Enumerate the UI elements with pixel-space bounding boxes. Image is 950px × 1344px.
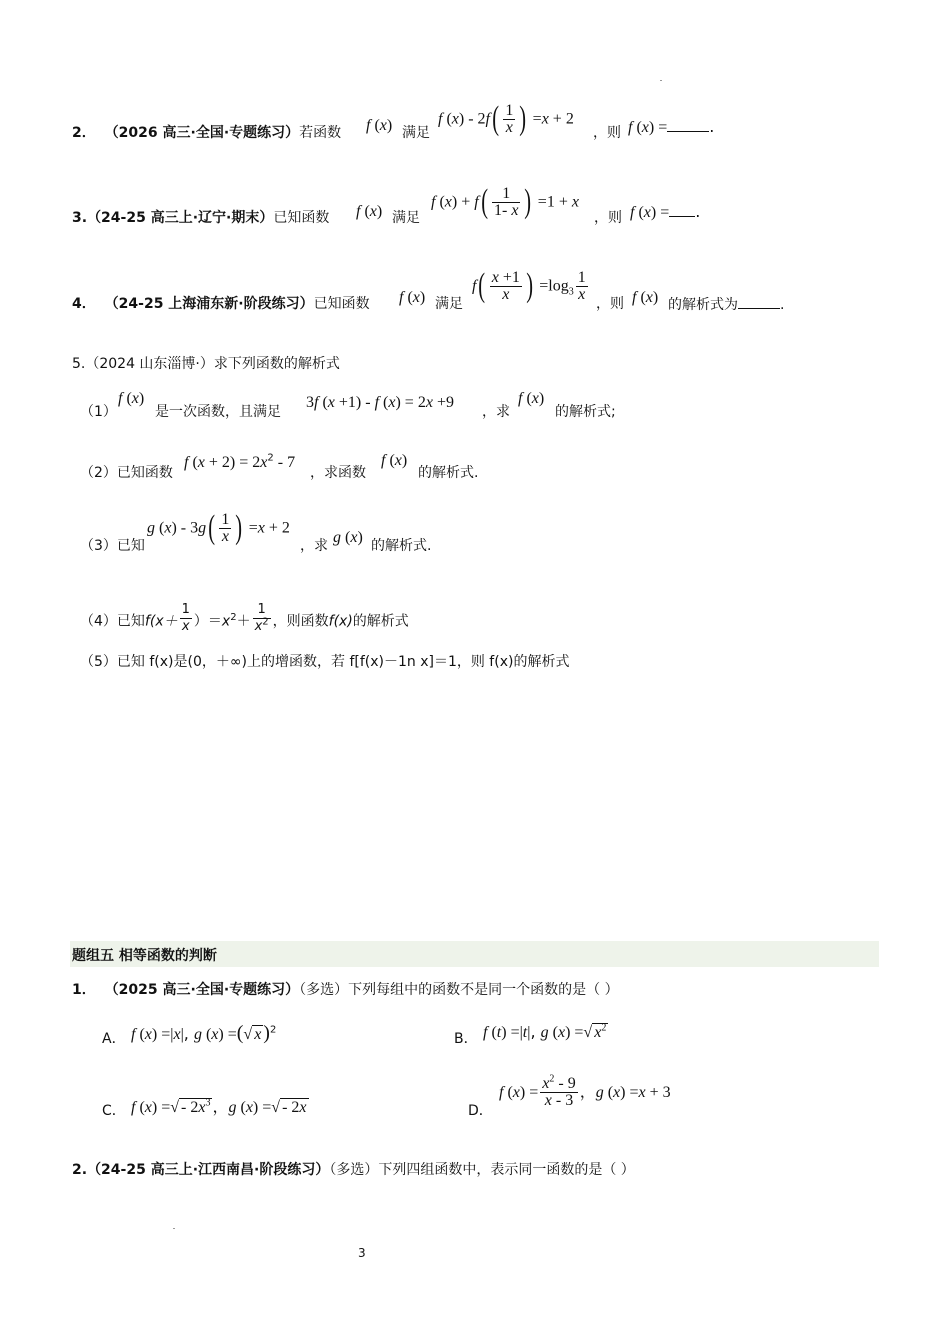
option-d-label: D． xyxy=(468,1103,493,1119)
formula-fx: f (x) xyxy=(399,289,426,306)
option-a-label: A． xyxy=(102,1031,126,1047)
option-c-label: C． xyxy=(102,1103,126,1119)
formula-fx: f (x) xyxy=(356,203,383,220)
question-source: （24-25 上海浦东新·阶段练习） xyxy=(104,296,314,312)
question-number: 2． xyxy=(72,125,96,141)
formula-answer: f (x) = . xyxy=(630,202,701,221)
question-5-5: （5）已知 f(x)是(0，＋∞)上的增函数，若 f[f(x)－1n x]＝1，则 f(x)的解析式 xyxy=(80,654,570,670)
section-title: 题组五 相等函数的判断 xyxy=(72,948,217,964)
section5-question-2: 2.（24-25 高三上·江西南昌·阶段练习）（多选）下列四组函数中，表示同一函数的是（ ） xyxy=(72,1162,635,1178)
option-c-formula: f (x) =√ - $2x^3$ ，g (x) =√ - 2x xyxy=(131,1097,307,1116)
page-number: 3 xyxy=(358,1246,366,1260)
option-b-formula: f (t) =|t|, g (x) =√ $x^2$ xyxy=(483,1022,607,1041)
question-source: （2025 高三·全国·专题练习） xyxy=(104,982,300,998)
question-5-4: （4）已知f(x＋ $\frac{1}{x}$ ）$=x^2+$ $\frac{1}{x^2}$ ，则函数f(x)的解析式 xyxy=(80,602,409,634)
question-3: 3.（24-25 高三上·辽宁·期末）已知函数 xyxy=(72,210,330,226)
question-2: 2． （2026 高三·全国·专题练习）若函数 xyxy=(72,125,342,141)
formula-fx: f (x) xyxy=(632,289,659,306)
formula-fx: f (x) xyxy=(118,390,145,407)
section5-question-1: 1． （2025 高三·全国·专题练习）（多选）下列每组中的函数不是同一个函数的是（ ） xyxy=(72,982,619,998)
formula-fx: f (x) xyxy=(366,117,393,134)
formula-gx: g (x) xyxy=(333,529,363,546)
formula-fx: f (x) xyxy=(381,452,408,469)
formula-q3-condition: f (x) + f( $\frac{1}{1- x}$ ) =1 + x xyxy=(431,183,579,220)
question-source: （24-25 高三上·江西南昌·阶段练习） xyxy=(87,1162,330,1178)
option-d-formula: f (x) = $\frac{x^2 - 9}{x - 3}$ ，g (x) =x + 3 xyxy=(499,1073,671,1109)
question-source: （2026 高三·全国·专题练习） xyxy=(104,125,300,141)
option-a-formula: f (x) =|x|, g (x) =(√ x )$^2$ xyxy=(131,1022,277,1044)
formula-q4-condition: f( $\frac{x +1}{x}$ ) $=\log_3$ $\frac{1}{x}$ xyxy=(472,267,586,304)
stray-dot xyxy=(173,1228,175,1229)
question-4: 4． （24-25 上海浦东新·阶段练习）已知函数 xyxy=(72,296,370,312)
question-source: （24-25 高三上·辽宁·期末） xyxy=(87,210,274,226)
formula-q5-3: g (x) - 3g( $\frac{1}{x}$ ) =x + 2 xyxy=(147,509,290,546)
formula-q5-2: f $(x + 2) = 2x^2 - 7$ xyxy=(184,452,296,471)
formula-answer: f (x) = . xyxy=(628,117,715,136)
formula-q5-1: 3f (x +1) - f (x) = 2x +9 xyxy=(306,394,454,411)
option-b-label: B． xyxy=(454,1031,478,1047)
stray-dot xyxy=(660,80,662,81)
formula-q2-condition: f (x) - 2f( $\frac{1}{x}$ ) =x + 2 xyxy=(438,100,574,137)
formula-fx: f (x) xyxy=(518,390,545,407)
question-5-head: 5.（2024 山东淄博·）求下列函数的解析式 xyxy=(72,356,340,372)
